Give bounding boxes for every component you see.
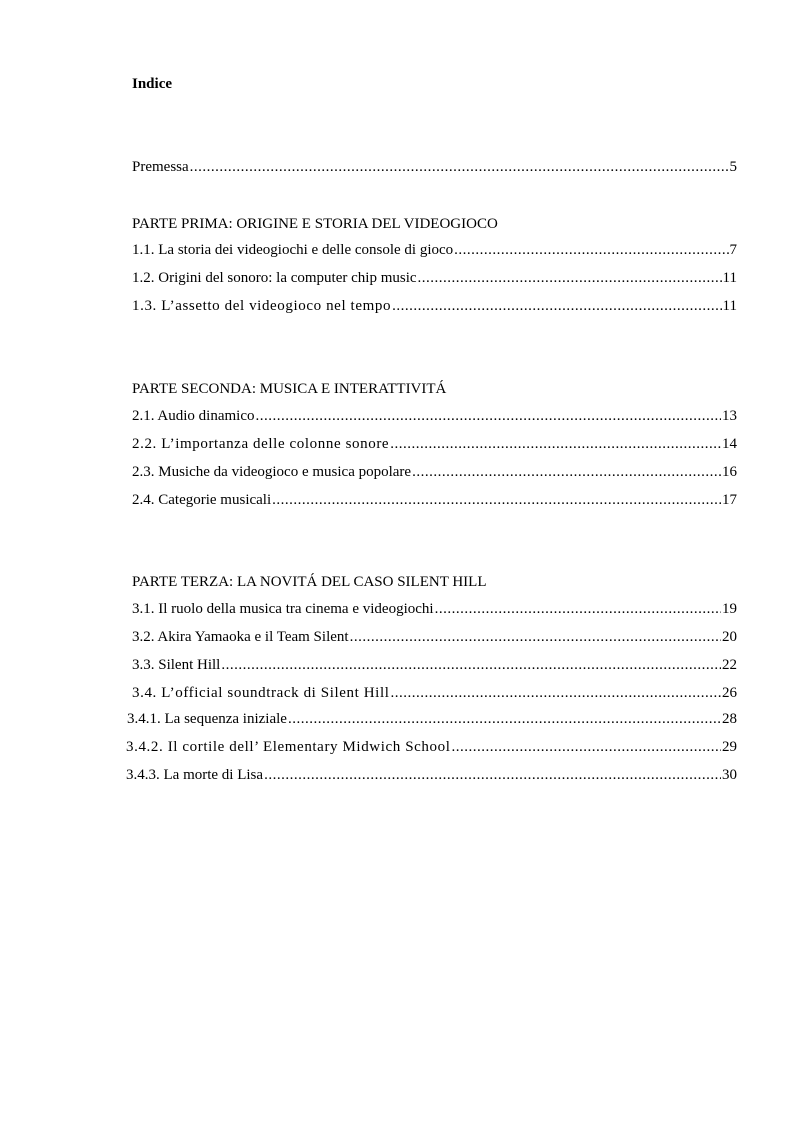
toc-page-number: 17	[722, 492, 737, 508]
toc-entry-label: Premessa	[132, 159, 189, 175]
toc-page-number: 13	[722, 408, 737, 424]
toc-entry-label: 3.4.3. La morte di Lisa	[126, 767, 264, 783]
toc-page-number: 11	[722, 298, 737, 314]
toc-dot-leader	[390, 434, 721, 454]
toc-entry-3-4-1[interactable]	[127, 709, 737, 729]
toc-entry-label: 2.2. L’importanza delle colonne sonore	[132, 436, 390, 452]
toc-entry-label: 3.2. Akira Yamaoka e il Team Silent	[132, 629, 349, 645]
toc-entry-2-1[interactable]	[132, 406, 737, 426]
toc-entry-3-4[interactable]	[132, 683, 737, 703]
toc-entry-label: 1.2. Origini del sonoro: la computer chip music	[132, 270, 417, 286]
toc-dot-leader	[451, 737, 721, 757]
toc-entry-label: 1.3. L’assetto del videogioco nel tempo	[132, 298, 392, 314]
toc-page-number: 14	[722, 436, 737, 452]
toc-page-number: 19	[722, 601, 737, 617]
part-heading-prima: PARTE PRIMA: ORIGINE E STORIA DEL VIDEOGIOCO	[132, 216, 498, 232]
toc-dot-leader	[391, 683, 722, 703]
toc-page-number: 28	[722, 711, 737, 727]
toc-page-number: 20	[722, 629, 737, 645]
toc-entry-label: 2.1. Audio dinamico	[132, 408, 255, 424]
toc-dot-leader	[412, 462, 721, 482]
toc-page-number: 16	[722, 464, 737, 480]
toc-entry-label: 3.1. Il ruolo della musica tra cinema e videogiochi	[132, 601, 434, 617]
toc-entry-3-4-2[interactable]	[126, 737, 737, 757]
toc-entry-label: 3.3. Silent Hill	[132, 657, 221, 673]
toc-dot-leader	[435, 599, 721, 619]
toc-entry-2-3[interactable]	[132, 462, 737, 482]
toc-entry-label: 3.4. L’official soundtrack di Silent Hill	[132, 685, 390, 701]
toc-dot-leader	[256, 406, 722, 426]
toc-dot-leader	[392, 296, 721, 316]
toc-entry-2-4[interactable]	[132, 490, 737, 510]
toc-entry-label: 3.4.1. La sequenza iniziale	[127, 711, 287, 727]
toc-entry-label: 3.4.2. Il cortile dell’ Elementary Midwich School	[126, 739, 451, 755]
page-title: Indice	[132, 76, 173, 92]
toc-entry-label: 1.1. La storia dei videogiochi e delle console di gioco	[132, 242, 454, 258]
toc-entry-3-4-3[interactable]	[126, 765, 737, 785]
toc-page-number: 11	[722, 270, 737, 286]
part-heading-terza: PARTE TERZA: LA NOVITÁ DEL CASO SILENT HILL	[132, 574, 487, 590]
toc-entry-label: 2.3. Musiche da videogioco e musica popolare	[132, 464, 412, 480]
toc-dot-leader	[454, 240, 728, 260]
toc-entry-premessa[interactable]	[132, 157, 737, 177]
toc-dot-leader	[350, 627, 721, 647]
toc-page-number: 7	[729, 242, 737, 258]
toc-entry-1-2[interactable]	[132, 268, 737, 288]
toc-entry-3-1[interactable]	[132, 599, 737, 619]
toc-dot-leader	[264, 765, 721, 785]
toc-dot-leader	[221, 655, 721, 675]
toc-entry-3-3[interactable]	[132, 655, 737, 675]
toc-dot-leader	[418, 268, 722, 288]
toc-entry-2-2[interactable]	[132, 434, 737, 454]
toc-page-number: 22	[722, 657, 737, 673]
toc-page-number: 29	[722, 739, 737, 755]
toc-entry-1-3[interactable]	[132, 296, 737, 316]
toc-entry-1-1[interactable]	[132, 240, 737, 260]
toc-page-number: 26	[722, 685, 737, 701]
part-heading-seconda: PARTE SECONDA: MUSICA E INTERATTIVITÁ	[132, 381, 447, 397]
toc-dot-leader	[190, 157, 729, 177]
toc-dot-leader	[288, 709, 721, 729]
toc-entry-label: 2.4. Categorie musicali	[132, 492, 272, 508]
toc-page-number: 30	[722, 767, 737, 783]
toc-page-number: 5	[729, 159, 737, 175]
toc-dot-leader	[272, 490, 721, 510]
toc-entry-3-2[interactable]	[132, 627, 737, 647]
